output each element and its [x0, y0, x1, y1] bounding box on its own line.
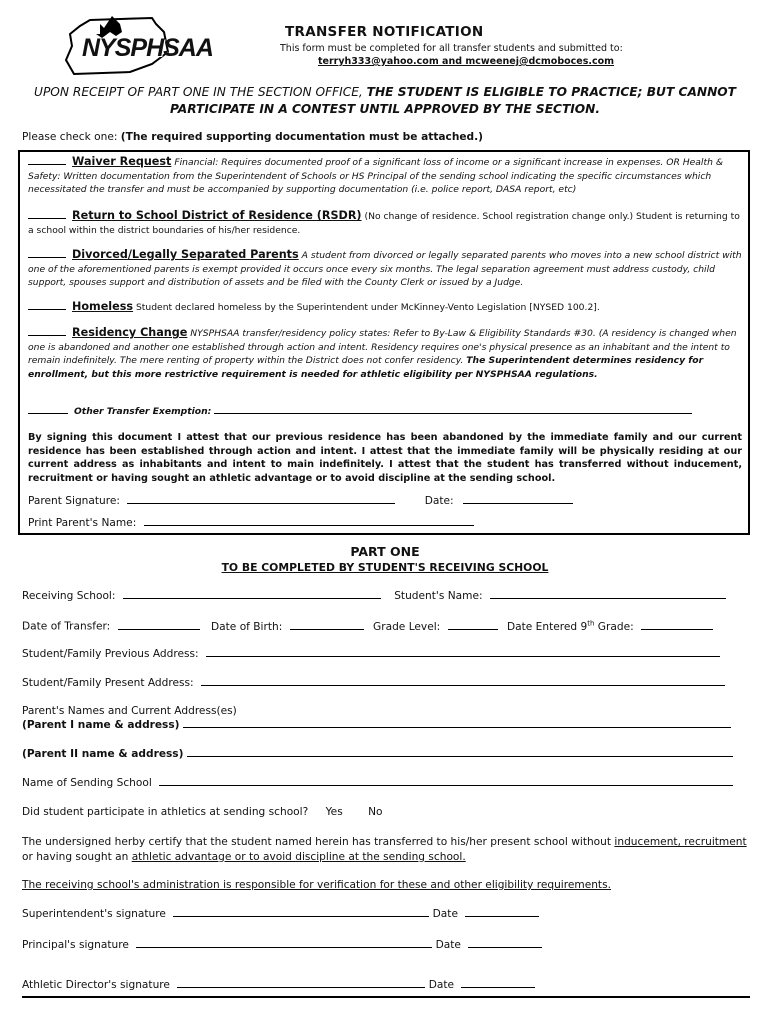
logo-text: NYSPHSAA: [82, 34, 213, 62]
ad-row: [22, 979, 748, 991]
homeless-text: Student declared homeless by the Superintendent under McKinney-Vento Legislation [NYSED 100.2].: [135, 302, 600, 313]
print-name-label: Print Parent's Name:: [28, 517, 137, 529]
yes-option[interactable]: Yes: [325, 806, 343, 818]
parent1-label: (Parent I name & address): [22, 719, 180, 731]
dates-row: [22, 619, 748, 633]
date-entered-field[interactable]: [641, 629, 713, 630]
parent-signature-field[interactable]: [127, 503, 395, 504]
date-of-birth-label: Date of Birth:: [211, 620, 283, 633]
present-address-row: [22, 677, 748, 689]
receiving-school-label: Receiving School:: [22, 590, 116, 602]
option-rsdr: [28, 209, 742, 237]
participate-question: Did student participate in athletics at sending school?: [22, 806, 309, 818]
notice-bold: THE STUDENT IS ELIGIBLE TO PRACTICE; BUT CANNOT PARTICIPATE IN A CONTEST UNTIL APPROVED BY THE SECTION.: [169, 85, 736, 116]
residency-heading: Residency Change: [72, 326, 188, 339]
check-label: Please check one:: [22, 131, 118, 143]
certify-advantage: athletic advantage or to avoid discipline at the sending school.: [131, 851, 466, 863]
certify-statement: [22, 835, 748, 865]
superintendent-date-field[interactable]: [465, 916, 539, 917]
divorced-text: A student from divorced or legally separated parents who moves into a new school district with one of the aforementioned parents is exempt provided it occurs once every six months. The legal separation agreement must address custody, child support, spouses support and distribution of assets and be filed with the County Clerk or issued by a Judge.: [28, 250, 742, 288]
ad-date-field[interactable]: [461, 987, 535, 988]
parent1-row: [22, 719, 748, 731]
no-option[interactable]: No: [368, 806, 383, 818]
divorced-heading: Divorced/Legally Separated Parents: [72, 248, 299, 261]
superintendent-label: Superintendent's signature: [22, 908, 166, 920]
parent-signature-label: Parent Signature:: [28, 495, 120, 507]
form-subtitle: This form must be completed for all transfer students and submitted to:: [280, 43, 623, 54]
date-of-birth-field[interactable]: [290, 629, 364, 630]
ad-field[interactable]: [177, 987, 425, 988]
present-address-field[interactable]: [201, 685, 725, 686]
parent-signature-row: [28, 495, 573, 507]
rsdr-text: (No change of residence. School registration change only.) Student is returning to a school within the district boundaries of his/her residence.: [28, 211, 740, 236]
residency-checkbox[interactable]: [28, 335, 66, 336]
receiving-row: [22, 590, 748, 602]
other-heading: Other Transfer Exemption:: [74, 406, 212, 417]
option-residency: [28, 326, 742, 381]
other-exemption-field[interactable]: [214, 413, 692, 414]
superintendent-row: [22, 908, 748, 920]
parent2-field[interactable]: [187, 756, 733, 757]
certify-text-b: or having sought an: [22, 851, 129, 863]
date-of-transfer-field[interactable]: [118, 629, 200, 630]
superintendent-date-label: Date: [432, 908, 458, 920]
submission-emails[interactable]: terryh333@yahoo.com and mcweenej@dcmoboces.com: [318, 56, 615, 67]
principal-label: Principal's signature: [22, 939, 129, 951]
previous-address-row: [22, 648, 748, 660]
date-of-transfer-label: Date of Transfer:: [22, 620, 111, 633]
homeless-heading: Homeless: [72, 300, 134, 313]
principal-row: [22, 939, 748, 951]
previous-address-label: Student/Family Previous Address:: [22, 648, 199, 660]
rsdr-heading: Return to School District of Residence (RSDR): [72, 209, 362, 222]
principal-date-label: Date: [435, 939, 461, 951]
sending-school-field[interactable]: [159, 785, 733, 786]
notice-normal: UPON RECEIPT OF PART ONE IN THE SECTION OFFICE,: [34, 85, 363, 99]
principal-date-field[interactable]: [468, 947, 542, 948]
attestation-statement: By signing this document I attest that our previous residence has been abandoned by the immediate family and our current residence has been established through action and intent. I attest that the immediate family will be physically residing at our current address as inhabitants and intent to main indefinitely. I attest that the student has transferred without inducement, recruitment or having sought an athletic advantage or to avoid discipline at the sending school.: [28, 432, 742, 485]
form-title: TRANSFER NOTIFICATION: [285, 24, 484, 40]
box-bottom-border: [18, 533, 750, 535]
date-entered-label: Date Entered 9th Grade:: [506, 619, 634, 633]
divorced-checkbox[interactable]: [28, 257, 66, 258]
superintendent-field[interactable]: [173, 916, 429, 917]
part-one-subtitle: TO BE COMPLETED BY STUDENT'S RECEIVING SCHOOL: [221, 561, 549, 574]
grade-level-field[interactable]: [448, 629, 498, 630]
print-name-row: [28, 517, 474, 529]
responsibility-statement: The receiving school's administration is responsible for verification for these and other eligibility requirements.: [22, 879, 611, 891]
waiver-text: Financial: Requires documented proof of a significant loss of income or a significant increase in expenses. OR Health & Safety: Written documentation from the Superintendent of Schools or HS Principal of the sending school indicating the specific circumstances which necessitated the transfer and must be accompanied by supporting documentation (i.e. police report, DASA report, etc): [28, 157, 723, 195]
other-checkbox[interactable]: [28, 413, 68, 414]
students-name-field[interactable]: [490, 598, 726, 599]
parent-date-label: Date:: [424, 495, 454, 507]
parent1-field[interactable]: [183, 727, 731, 728]
receiving-school-field[interactable]: [123, 598, 381, 599]
ad-label: Athletic Director's signature: [22, 979, 170, 991]
check-instruction: [22, 131, 483, 143]
parent2-label: (Parent II name & address): [22, 748, 184, 760]
students-name-label: Student's Name:: [394, 590, 483, 602]
rsdr-checkbox[interactable]: [28, 218, 66, 219]
eligibility-notice: [20, 84, 750, 118]
principal-field[interactable]: [136, 947, 432, 948]
footer-rule: [22, 996, 750, 998]
certify-inducement: inducement, recruitment: [614, 836, 747, 848]
option-waiver: [28, 155, 742, 197]
print-name-field[interactable]: [144, 525, 474, 526]
parent-date-field[interactable]: [463, 503, 573, 504]
parent2-row: [22, 748, 748, 760]
residency-text: NYSPHSAA transfer/residency policy states: Refer to By-Law & Eligibility Standards #30. (A residency is changed when one is abandoned and another one established through action and intent. Residency requires one's physical presence as an inhabitant and the intent to remain indefinitely. The mere renting of property within the District does not confer residency.: [28, 328, 737, 366]
sending-school-row: [22, 777, 748, 789]
option-divorced: [28, 248, 742, 290]
nysphsaa-logo: [60, 12, 240, 78]
sending-school-label: Name of Sending School: [22, 777, 152, 789]
ad-date-label: Date: [428, 979, 455, 991]
parents-names-label: Parent's Names and Current Address(es): [22, 705, 237, 717]
participate-row: [22, 806, 748, 818]
check-bold: (The required supporting documentation must be attached.): [120, 131, 483, 143]
certify-text-a: The undersigned herby certify that the student named herein has transferred to his/her present school without: [22, 836, 612, 848]
homeless-checkbox[interactable]: [28, 309, 66, 310]
waiver-heading: Waiver Request: [72, 155, 172, 168]
previous-address-field[interactable]: [206, 656, 720, 657]
waiver-checkbox[interactable]: [28, 164, 66, 165]
part-one-title: PART ONE: [350, 544, 420, 559]
grade-level-label: Grade Level:: [373, 620, 441, 633]
option-homeless: [28, 300, 742, 315]
present-address-label: Student/Family Present Address:: [22, 677, 194, 689]
option-other: [28, 405, 742, 419]
residency-bold: The Superintendent determines residency for enrollment, but this more restrictive requirement is needed for athletic eligibility per NYSPHSAA regulations.: [28, 355, 704, 380]
